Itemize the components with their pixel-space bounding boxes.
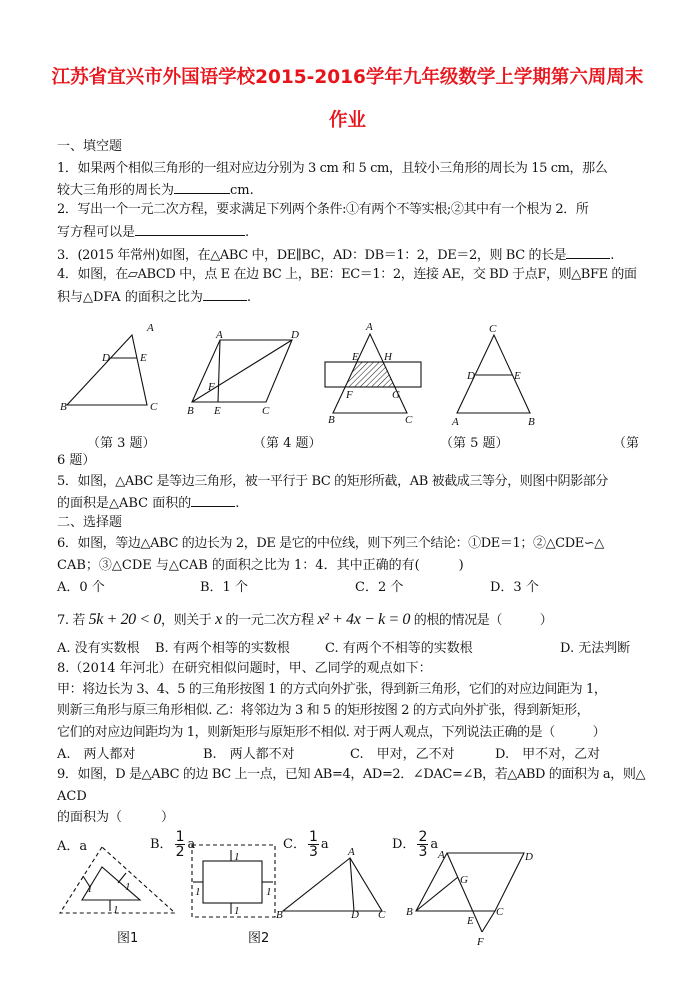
figure-q4-parallelogram — [192, 340, 292, 402]
q7-option-b: B. 有两个相等的实数根 — [155, 641, 290, 656]
q9-option-a: A．a — [57, 839, 88, 854]
q8-line2: 甲：将边长为 3、4、5 的三角形按图 1 的方式向外扩张，得到新三角形，它们的对应边间距为 1， — [57, 682, 607, 697]
unit: a — [430, 837, 439, 852]
figure-1-label: 图1 — [117, 931, 139, 946]
document-title-line1: 江苏省宜兴市外国语学校2015-2016学年九年级数学上学期第六周周末 — [51, 67, 644, 88]
q5-text: 的面积是△ABC 面积的 — [57, 496, 192, 511]
svg-text:A: A — [366, 321, 373, 333]
q4-end: . — [246, 290, 251, 305]
svg-text:1: 1 — [125, 881, 131, 893]
q8-option-a: A. 两人都对 — [57, 747, 136, 762]
q7-line — [57, 611, 552, 630]
figure-q5-triangle-rectangle — [325, 334, 421, 413]
svg-text:B: B — [60, 401, 67, 413]
q1-unit: cm. — [230, 183, 254, 198]
unit: a — [320, 837, 329, 852]
svg-text:D: D — [102, 352, 110, 364]
q9-line2: ACD — [57, 789, 87, 804]
denominator: 3 — [308, 844, 318, 860]
figure-q9-triangle — [283, 858, 382, 911]
svg-text:G: G — [460, 874, 468, 886]
q5-end: . — [235, 496, 240, 511]
figure-q3-triangle — [67, 335, 147, 405]
section-heading-multiple-choice: 二、选择题 — [57, 515, 123, 530]
q1-text: 较大三角形的周长为 — [57, 183, 175, 198]
figure-caption-q4: （第 4 题） — [253, 436, 322, 451]
svg-text:D: D — [351, 909, 359, 921]
q9-option-c — [283, 830, 329, 859]
svg-text:A: A — [438, 849, 445, 861]
svg-text:1: 1 — [195, 886, 201, 898]
q4-line1: 4．如图，在▱ABCD 中，点 E 在边 BC 上，BE：EC＝1：2，连接 AE，交 BD 于点F，则△BFE 的面 — [57, 267, 637, 282]
fraction — [175, 830, 186, 859]
svg-text:B: B — [406, 906, 413, 918]
svg-text:B: B — [276, 909, 283, 921]
answer-blank — [191, 494, 235, 507]
svg-text:F: F — [208, 381, 215, 393]
svg-text:1: 1 — [113, 904, 119, 916]
denominator: 3 — [418, 844, 428, 860]
unit: a — [187, 837, 196, 852]
figure-caption-q5: （第 5 题） — [440, 436, 509, 451]
svg-text:C: C — [405, 414, 413, 426]
q7-prefix: 7. 若 — [57, 613, 85, 628]
svg-text:C: C — [489, 323, 497, 335]
figure-2-label: 图2 — [248, 931, 270, 946]
q8-line3: 则新三角形与原三角形相似. 乙：将邻边为 3 和 5 的矩形按图 2 的方式向外扩张，得到新矩形， — [57, 703, 590, 718]
q5-line2 — [57, 494, 239, 513]
svg-text:E: E — [514, 370, 521, 382]
q6-option-b: B．1 个 — [200, 580, 248, 595]
svg-text:D: D — [525, 851, 533, 863]
svg-text:C: C — [378, 909, 386, 921]
svg-text:1: 1 — [234, 905, 240, 917]
q7-equation: x² + 4x − k = 0 — [317, 611, 410, 628]
svg-text:E: E — [140, 352, 147, 364]
svg-text:1: 1 — [234, 851, 240, 863]
numerator: 2 — [418, 829, 428, 845]
q9-option-d — [392, 830, 438, 859]
q2-line1: 2．写出一个一元二次方程，要求满足下列两个条件:①有两个不等实根;②其中有一个根为 2．所 — [57, 202, 589, 217]
svg-text:D: D — [291, 329, 299, 341]
q9-line1: 9．如图，D 是△ABC 的边 BC 上一点，已知 AB=4，AD=2．∠DAC=∠B，若△ABD 的面积为 a，则△ — [57, 767, 646, 782]
option-label: C． — [283, 837, 306, 852]
option-label: B． — [150, 837, 173, 852]
svg-text:B: B — [328, 414, 335, 426]
q3-text: 3．(2015 年常州)如图，在△ABC 中，DE∥BC，AD：DB＝1：2，DE＝2，则 BC 的长是 — [57, 248, 567, 263]
q7-suffix: 的根的情况是（ ） — [413, 613, 553, 628]
svg-text:F: F — [346, 389, 353, 401]
q8-option-c: C. 甲对，乙不对 — [350, 747, 455, 762]
svg-text:F: F — [477, 936, 484, 948]
svg-text:E: E — [214, 405, 221, 417]
q9-line3: 的面积为（ ） — [57, 810, 175, 825]
q5-line1: 5．如图，△ABC 是等边三角形，被一平行于 BC 的矩形所截，AB 被截成三等分，则图中阴影部分 — [57, 474, 609, 489]
q6-line1: 6．如图，等边△ABC 的边长为 2，DE 是它的中位线，则下列三个结论：①DE＝1；②△CDE∽△ — [57, 536, 604, 551]
fraction — [308, 830, 319, 859]
q6-line2: CAB；③△CDE 与△CAB 的面积之比为 1：4．其中正确的有( ) — [57, 558, 464, 573]
q6-option-a: A．0 个 — [57, 580, 105, 595]
svg-text:A: A — [348, 846, 355, 858]
q3-end: . — [610, 248, 615, 263]
fraction — [417, 830, 428, 859]
svg-text:1: 1 — [87, 883, 93, 895]
q9-option-b — [150, 830, 195, 859]
q8-line4: 它们的对应边间距均为 1，则新矩形与原矩形不相似. 对于两人观点，下列说法正确的是（ ） — [57, 725, 606, 740]
q6-option-d: D．3 个 — [490, 580, 539, 595]
svg-text:A: A — [452, 416, 459, 428]
q8-option-b: B. 两人都不对 — [203, 747, 295, 762]
q7-variable: x — [215, 611, 222, 628]
document-title-line2: 作业 — [328, 110, 366, 131]
section-heading-fill-blank: 一、填空题 — [57, 139, 123, 154]
q6-option-c: C．2 个 — [355, 580, 404, 595]
figure-caption-q6-end: 6 题） — [57, 453, 96, 468]
svg-text:1: 1 — [266, 886, 272, 898]
svg-text:E: E — [467, 915, 474, 927]
svg-text:G: G — [392, 389, 400, 401]
figure-caption-q6-start: （第 — [613, 436, 640, 451]
q7-text: ，则关于 — [160, 613, 212, 628]
q7-option-a: A. 没有实数根 — [57, 641, 140, 656]
numerator: 1 — [175, 829, 185, 845]
option-label: D． — [392, 837, 416, 852]
svg-text:C: C — [496, 906, 504, 918]
q7-text: 的一元二次方程 — [225, 613, 314, 628]
q7-condition: 5k + 20 < 0 — [88, 611, 161, 628]
svg-text:A: A — [147, 322, 154, 334]
q2-end: . — [245, 225, 250, 240]
svg-text:D: D — [467, 370, 475, 382]
q7-option-c: C. 有两个不相等的实数根 — [325, 641, 473, 656]
svg-text:C: C — [150, 401, 158, 413]
q7-option-d: D. 无法判断 — [560, 641, 631, 656]
figure-caption-q3: （第 3 题） — [87, 436, 156, 451]
svg-text:B: B — [528, 416, 535, 428]
q2-text: 写方程可以是 — [57, 225, 136, 240]
svg-text:E: E — [352, 351, 359, 363]
svg-text:C: C — [262, 405, 270, 417]
svg-text:H: H — [384, 351, 392, 363]
q4-text: 积与△DFA 的面积之比为 — [57, 290, 203, 305]
q8-line1: 8.（2014 年河北）在研究相似问题时，甲、乙同学的观点如下： — [57, 661, 432, 676]
denominator: 2 — [175, 844, 185, 860]
svg-text:A: A — [216, 329, 223, 341]
q1-line1: 1．如果两个相似三角形的一组对应边分别为 3 cm 和 5 cm，且较小三角形的周长为 15 cm，那么 — [57, 161, 608, 176]
svg-text:B: B — [187, 405, 194, 417]
q8-option-d: D. 甲不对，乙对 — [495, 747, 601, 762]
numerator: 1 — [308, 829, 318, 845]
